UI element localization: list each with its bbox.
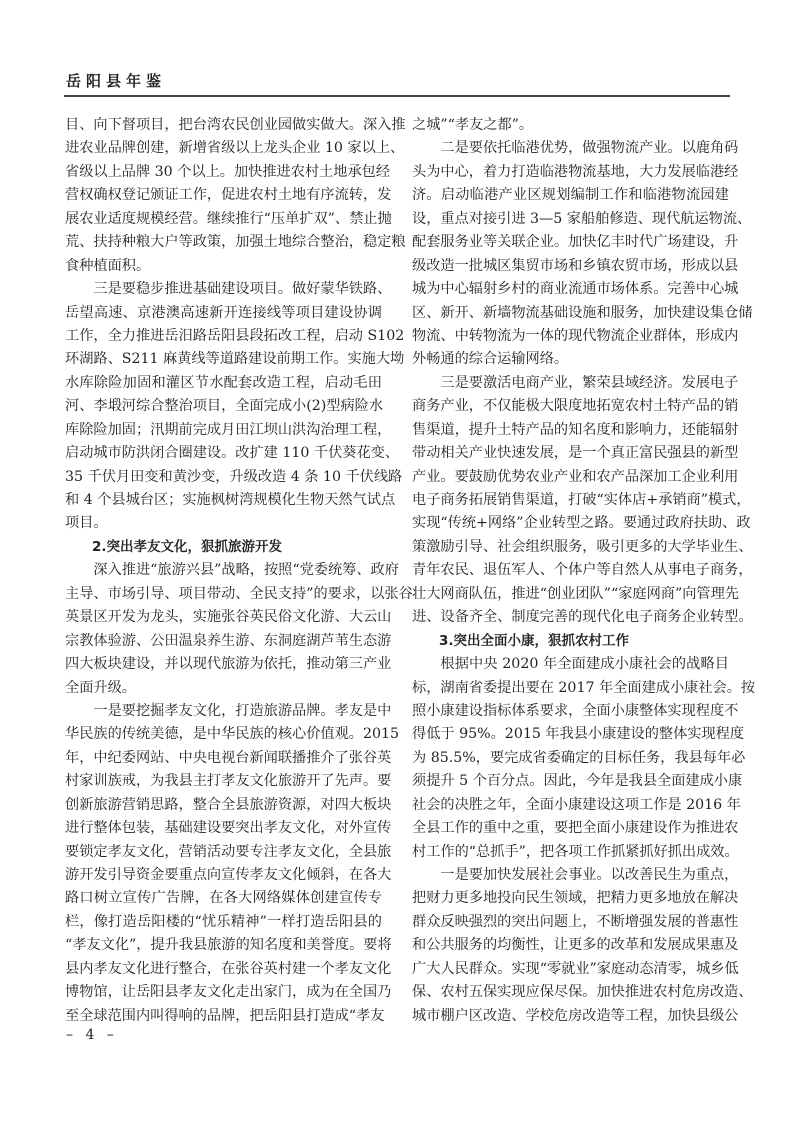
text-line: 全县工作的重中之重，要把全面小康建设作为推进农	[412, 820, 739, 837]
text-line: 展农业适度规模经营。继续推行“压单扩双”、禁止抛	[65, 210, 392, 227]
text-line: 城市棚户区改造、学校危房改造等工程，加快县级公	[412, 1007, 739, 1024]
text-line: 和公共服务的均衡性，让更多的改革和发展成果惠及	[412, 937, 739, 954]
text-line: 社会的决胜之年，全面小康建设这项工作是 2016 年	[412, 796, 741, 813]
text-line: 一是要挖掘孝友文化，打造旅游品牌。孝友是中	[93, 702, 392, 719]
text-line: 荒、扶持种粮大户等政策，加强土地综合整治，稳定粮	[65, 234, 406, 251]
header-rule	[64, 95, 730, 97]
text-line: 商务产业，不仅能极大限度地拓宽农村土特产品的销	[412, 398, 739, 415]
text-line: 实现“传统+网络”企业转型之路。要通过政府扶助、政	[412, 515, 751, 532]
text-line: 英景区开发为龙头，实施张谷英民俗文化游、大云山	[65, 609, 392, 626]
text-line: 头为中心，着力打造临港物流基地，大力发展临港经	[412, 163, 739, 180]
text-line: 工作，全力推进岳汨路岳阳县段拓改工程，启动 S102	[65, 327, 405, 344]
text-line: 路口树立宣传广告牌，在各大网络媒体创建宣传专	[65, 890, 382, 907]
text-line: 全面升级。	[65, 679, 136, 696]
text-line: 保、农村五保实现应保尽保。加快推进农村危房改造、	[412, 984, 753, 1001]
text-line: 为 85.5%，要完成省委确定的目标任务，我县每年必	[412, 749, 746, 766]
text-line: 进、设备齐全、制度完善的现代化电子商务企业转型。	[412, 609, 753, 626]
text-line: 县内孝友文化进行整合，在张谷英村建一个孝友文化	[65, 960, 392, 977]
text-line: 二是要依托临港优势，做强物流产业。以鹿角码	[440, 140, 739, 157]
text-line: 和 4 个县城台区；实施枫树湾规模化生物天然气试点	[65, 492, 396, 508]
text-line: 岳望高速、京港澳高速新开连接线等项目建设协调	[65, 304, 382, 321]
text-line: 食种植面积。	[65, 257, 151, 274]
text-line: 营权确权登记颁证工作，促进农村土地有序流转，发	[65, 187, 392, 204]
text-line: 环湖路、S211 麻黄线等道路建设前期工作。实施大坳	[65, 351, 405, 368]
text-line: 宗教体验游、公田温泉养生游、东洞庭湖芦苇生态游	[65, 632, 392, 649]
text-line: 村家训族戒，为我县主打孝友文化旅游开了先声。要	[65, 773, 392, 790]
text-column-left	[65, 114, 413, 1028]
text-line: 游开发引导资金要重点向宣传孝友文化倾斜，在各大	[65, 867, 392, 883]
text-line: 设，重点对接引进 3—5 家船舶修造、现代航运物流、	[412, 210, 752, 227]
text-line: 配套服务业等关联企业。加快亿丰时代广场建设，升	[412, 234, 739, 251]
text-line: 广大人民群众。实现“零就业”家庭动态清零，城乡低	[412, 960, 739, 977]
text-line: 一是要加快发展社会事业。以改善民生为重点，	[440, 867, 739, 883]
text-line: 青年农民、退伍军人、个体户等自然人从事电子商务，	[412, 562, 753, 579]
text-line: 产业。要鼓励优势农业产业和农产品深加工企业利用	[412, 468, 739, 485]
text-line: 得低于 95%。2015 年我县小康建设的整体实现程度	[412, 726, 745, 743]
running-head-title: 岳阳县年鉴	[66, 72, 167, 90]
text-line: 进农业品牌创建，新增省级以上龙头企业 10 家以上、	[65, 140, 405, 157]
text-line: 物流、中转物流为一体的现代物流企业群体，形成内	[412, 327, 739, 344]
text-line: 栏，像打造岳阳楼的“忧乐精神”一样打造岳阳县的	[65, 913, 382, 930]
text-line: 库除险加固；汛期前完成月田江坝山洪沟治理工程，	[65, 421, 392, 438]
text-line: 创新旅游营销思路，整合全县旅游资源，对四大板块	[65, 796, 392, 813]
text-line: 区、新开、新墙物流基础设施和服务，加快建设集仓储	[412, 304, 753, 321]
text-line: 根据中央 2020 年全面建成小康社会的战略目	[440, 656, 729, 673]
text-line: 至全球范围内叫得响的品牌，把岳阳县打造成“孝友	[65, 1007, 385, 1024]
text-line: 目、向下督项目，把台湾农民创业园做实做大。深入推	[65, 117, 406, 133]
text-line: 四大板块建设，并以现代旅游为依托，推动第三产业	[65, 656, 392, 673]
text-line: 水库除险加固和灌区节水配套改造工程，启动毛田	[65, 374, 382, 391]
text-line: 35 千伏月田变和黄沙变，升级改造 4 条 10 千伏线路	[65, 468, 403, 485]
section-heading: 2.突出孝友文化，狠抓旅游开发	[92, 538, 283, 555]
text-line: 级改造一批城区集贸市场和乡镇农贸市场，形成以县	[412, 257, 739, 274]
text-line: 城为中心辐射乡村的商业流通市场体系。完善中心城	[412, 281, 739, 298]
section-heading: 3.突出全面小康，狠抓农村工作	[439, 632, 630, 649]
text-line: 壮大网商队伍，推进“创业团队”“家庭网商”向管理先	[412, 585, 739, 602]
text-line: 项目。	[65, 515, 108, 532]
text-line: 年，中纪委网站、中央电视台新闻联播推介了张谷英	[65, 749, 392, 766]
text-line: “孝友文化”，提升我县旅游的知名度和美誉度。要将	[65, 937, 392, 954]
text-line: 售渠道，提升土特产品的知名度和影响力，还能辐射	[412, 421, 739, 438]
text-line: 把财力更多地投向民生领域，把精力更多地放在解决	[412, 890, 739, 907]
text-line: 省级以上品牌 30 个以上。加快推进农村土地承包经	[65, 163, 391, 180]
text-line: 标，湖南省委提出要在 2017 年全面建成小康社会。按	[412, 679, 756, 696]
text-line: 三是要激活电商产业，繁荣县域经济。发展电子	[440, 374, 739, 391]
text-line: 要锁定孝友文化，营销活动要专注孝友文化，全县旅	[65, 843, 392, 860]
text-line: 济。启动临港产业区规划编制工作和临港物流园建	[412, 187, 729, 204]
text-line: 进行整体包装，基础建设要突出孝友文化，对外宣传	[65, 820, 392, 837]
page-number: – 4 –	[66, 1027, 118, 1043]
text-line: 主导、市场引导、项目带动、全民支持”的要求，以张谷	[65, 585, 413, 602]
text-line: 河、李塅河综合整治项目，全面完成小(2)型病险水	[65, 398, 384, 415]
text-line: 华民族的传统美德，是中华民族的核心价值观。2015	[65, 726, 400, 743]
text-line: 博物馆，让岳阳县孝友文化走出家门，成为在全国乃	[65, 984, 392, 1001]
text-line: 电子商务拓展销售渠道，打破“实体店+承销商”模式，	[412, 492, 751, 508]
text-line: 深入推进“旅游兴县”战略，按照“党委统筹、政府	[93, 562, 399, 579]
text-line: 外畅通的综合运输网络。	[412, 351, 569, 368]
text-line: 村工作的“总抓手”，把各项工作抓紧抓好抓出成效。	[412, 843, 739, 860]
text-line: 照小康建设指标体系要求，全面小康整体实现程度不	[412, 702, 739, 719]
text-line: 策激励引导、社会组织服务，吸引更多的大学毕业生、	[412, 538, 753, 555]
text-line: 之城”“孝友之都”。	[412, 117, 534, 133]
text-line: 带动相关产业快速发展，是一个真正富民强县的新型	[412, 445, 739, 462]
text-line: 群众反映强烈的突出问题上，不断增强发展的普惠性	[412, 913, 739, 930]
text-line: 启动城市防洪闭合圈建设。改扩建 110 千伏葵花变、	[65, 445, 400, 462]
text-line: 三是要稳步推进基础建设项目。做好蒙华铁路、	[93, 281, 392, 298]
text-column-right	[412, 114, 756, 1028]
text-line: 须提升 5 个百分点。因此，今年是我县全面建成小康	[412, 773, 743, 790]
